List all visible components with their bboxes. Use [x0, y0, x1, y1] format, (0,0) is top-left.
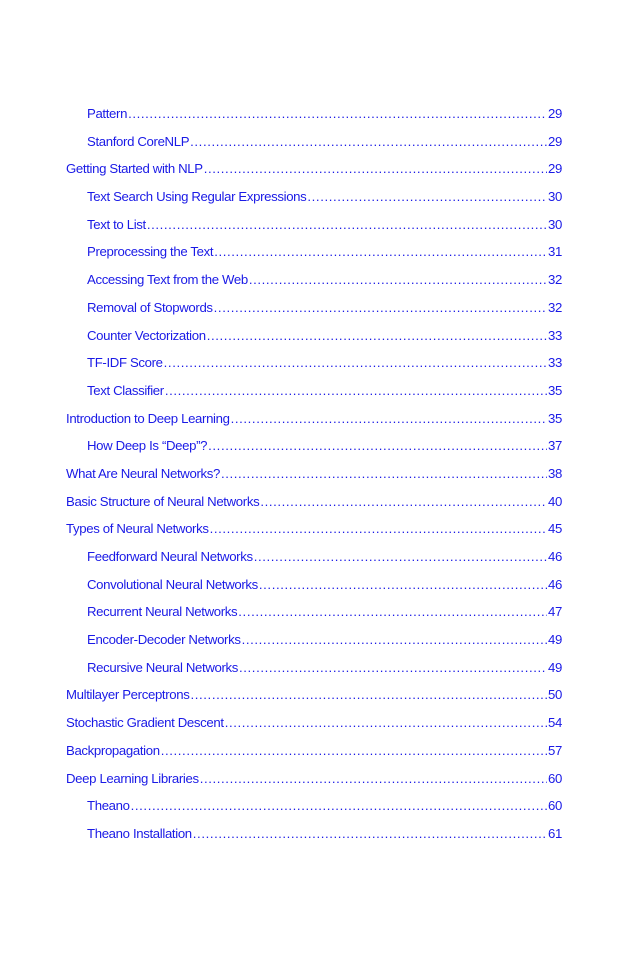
toc-entry-page: 31 [548, 244, 562, 260]
toc-entry-title: Feedforward Neural Networks [87, 549, 253, 564]
toc-entry-page: 54 [548, 715, 562, 731]
toc-entry-page: 30 [548, 189, 562, 205]
toc-entry[interactable] [66, 244, 562, 272]
toc-entry[interactable] [66, 743, 562, 771]
toc-entry[interactable] [66, 328, 562, 356]
dot-leader [207, 328, 547, 343]
toc-entry-page: 46 [548, 549, 562, 564]
dot-leader [131, 798, 547, 813]
dot-leader [259, 577, 547, 592]
toc-entry-page: 46 [548, 576, 562, 592]
dot-leader [254, 549, 547, 564]
toc-entry-title: Multilayer Perceptrons [66, 687, 190, 703]
dot-leader [204, 161, 547, 176]
dot-leader [214, 300, 547, 315]
toc-entry-title: Recursive Neural Networks [87, 659, 239, 675]
dot-leader [200, 771, 547, 786]
toc-entry[interactable] [66, 161, 562, 189]
toc-entry-page: 57 [548, 742, 562, 758]
toc-entry-page: 45 [548, 521, 562, 537]
toc-entry-page: 30 [548, 216, 562, 232]
dot-leader [128, 106, 547, 121]
toc-entry-page: 38 [548, 465, 562, 481]
toc-entry-title: Pattern [87, 106, 128, 121]
toc-entry-page: 29 [548, 106, 562, 121]
dot-leader [210, 521, 547, 536]
toc-entry[interactable] [66, 134, 562, 162]
toc-entry[interactable] [66, 466, 562, 494]
toc-entry-page: 35 [548, 382, 562, 398]
toc-entry[interactable] [66, 438, 562, 466]
toc-entry-title: Convolutional Neural Networks [87, 576, 258, 592]
dot-leader [242, 632, 547, 647]
toc-entry[interactable] [66, 798, 562, 826]
toc-entry-page: 40 [548, 493, 562, 509]
toc-entry-title: Text Search Using Regular Expressions [87, 189, 307, 205]
toc-entry-title: Text to List [87, 216, 146, 232]
dot-leader [208, 438, 547, 453]
toc-entry-page: 32 [548, 272, 562, 288]
dot-leader [214, 244, 547, 259]
toc-entry[interactable] [66, 106, 562, 134]
toc-entry-page: 49 [548, 632, 562, 648]
toc-entry-page: 60 [548, 798, 562, 814]
dot-leader [165, 383, 547, 398]
toc-entry-page: 33 [548, 355, 562, 371]
dot-leader [307, 189, 547, 204]
dot-leader [147, 217, 547, 232]
toc-entry[interactable] [66, 771, 562, 799]
toc-entry-page: 49 [548, 659, 562, 675]
toc-entry[interactable] [66, 300, 562, 328]
toc-entry-title: Deep Learning Libraries [66, 770, 199, 786]
toc-entry[interactable] [66, 632, 562, 660]
toc-entry-title: Types of Neural Networks [66, 521, 209, 537]
toc-entry-title: Stochastic Gradient Descent [66, 715, 224, 731]
toc-entry[interactable] [66, 549, 562, 577]
dot-leader [225, 715, 547, 730]
toc-entry-page: 33 [548, 327, 562, 343]
toc-entry-title: Recurrent Neural Networks [87, 604, 238, 620]
dot-leader [260, 494, 547, 509]
toc-entry-title: Getting Started with NLP [66, 161, 203, 177]
toc-entry[interactable] [66, 383, 562, 411]
toc-entry-title: Encoder-Decoder Networks [87, 632, 241, 648]
dot-leader [190, 134, 547, 149]
dot-leader [221, 466, 547, 481]
toc-entry-page: 60 [548, 770, 562, 786]
toc-entry-title: Backpropagation [66, 742, 160, 758]
toc-entry-title: Introduction to Deep Learning [66, 410, 230, 426]
dot-leader [231, 411, 547, 426]
toc-entry-title: Removal of Stopwords [87, 299, 213, 315]
toc-entry-title: What Are Neural Networks? [66, 465, 220, 481]
dot-leader [191, 687, 548, 702]
toc-entry-page: 37 [548, 438, 562, 454]
toc-entry-title: Theano Installation [87, 825, 192, 841]
dot-leader [239, 660, 547, 675]
toc-entry[interactable] [66, 521, 562, 549]
toc-entry-title: Basic Structure of Neural Networks [66, 493, 260, 509]
toc-entry-title: Text Classifier [87, 382, 164, 398]
toc-entry[interactable] [66, 272, 562, 300]
dot-leader [164, 355, 547, 370]
toc-entry-page: 61 [548, 825, 562, 841]
toc-entry-page: 35 [548, 410, 562, 426]
toc-entry[interactable] [66, 604, 562, 632]
toc-entry[interactable] [66, 189, 562, 217]
toc-entry-page: 29 [548, 133, 562, 149]
toc-entry[interactable] [66, 217, 562, 245]
toc-entry[interactable] [66, 355, 562, 383]
toc-entry[interactable] [66, 687, 562, 715]
toc-entry[interactable] [66, 826, 562, 854]
toc-entry-page: 32 [548, 299, 562, 315]
dot-leader [193, 826, 547, 841]
toc-entry-title: Preprocessing the Text [87, 244, 214, 260]
toc-entry-title: Accessing Text from the Web [87, 272, 248, 288]
toc-entry[interactable] [66, 494, 562, 522]
toc-entry-page: 29 [548, 161, 562, 177]
toc-entry-page: 47 [548, 604, 562, 620]
dot-leader [238, 604, 547, 619]
toc-entry[interactable] [66, 411, 562, 439]
toc-entry-title: Stanford CoreNLP [87, 133, 190, 149]
toc-entry[interactable] [66, 660, 562, 688]
toc-entry-title: Counter Vectorization [87, 327, 206, 343]
table-of-contents [66, 106, 562, 854]
dot-leader [249, 272, 547, 287]
toc-entry-page: 50 [548, 687, 562, 703]
toc-entry-title: How Deep Is “Deep”? [87, 438, 208, 454]
toc-entry[interactable] [66, 715, 562, 743]
toc-entry-title: Theano [87, 798, 130, 814]
dot-leader [161, 743, 547, 758]
toc-entry-title: TF-IDF Score [87, 355, 163, 371]
toc-entry[interactable] [66, 577, 562, 605]
